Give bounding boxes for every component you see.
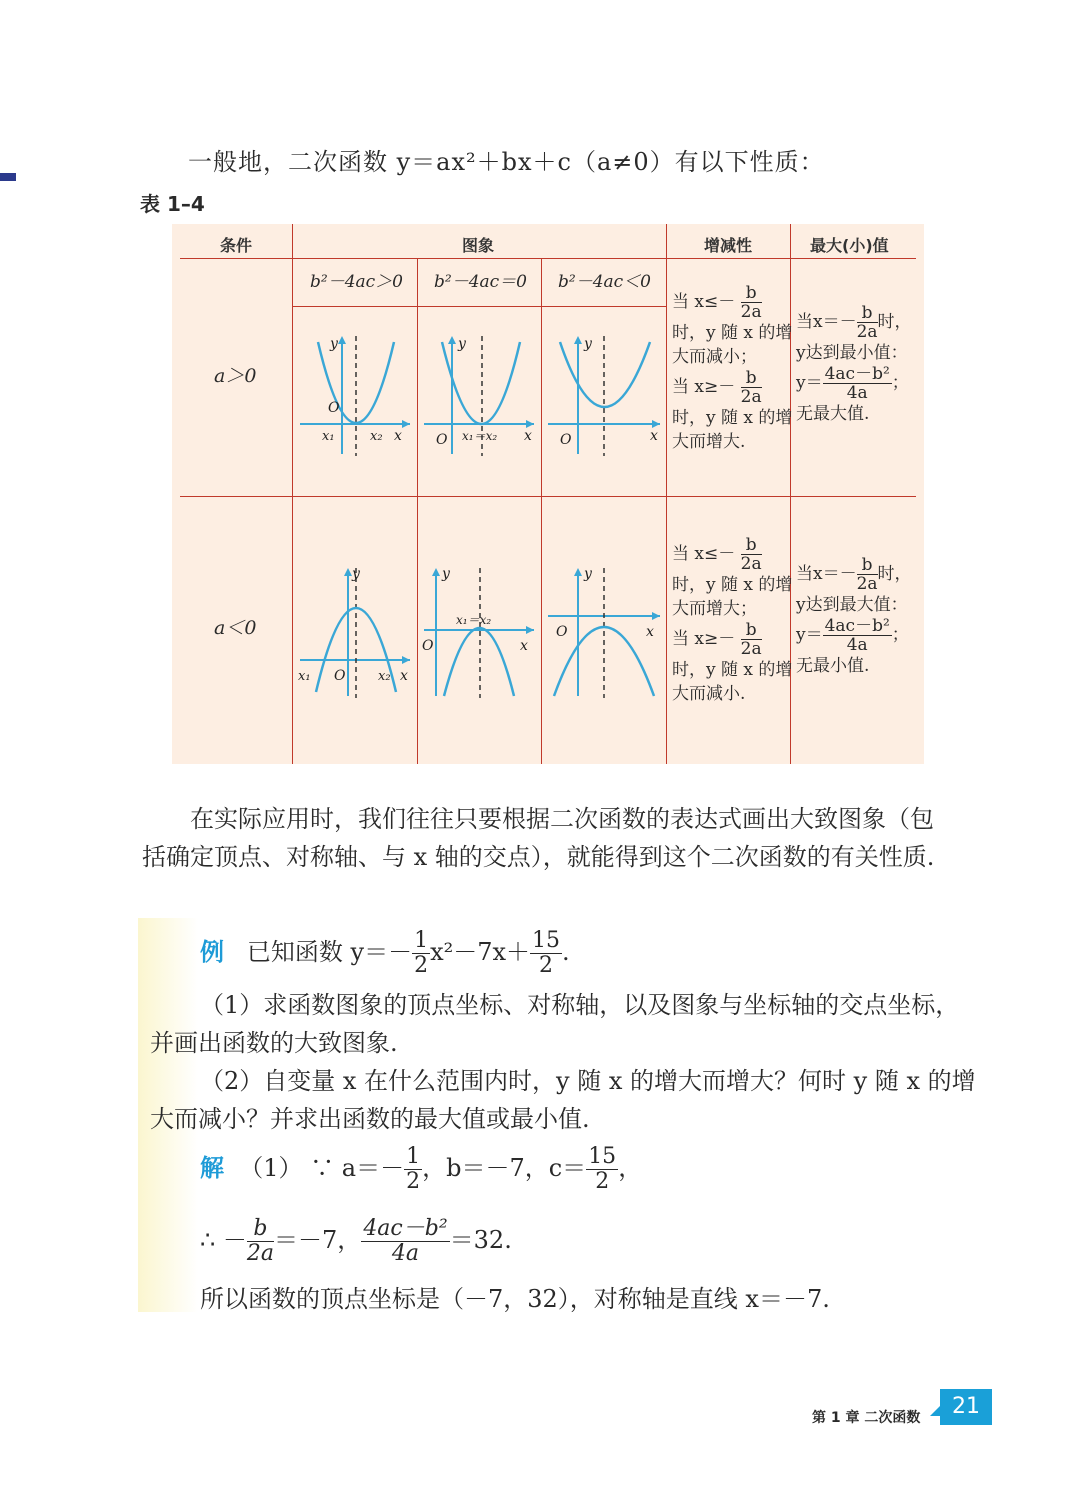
axis-x-label: x: [394, 428, 402, 444]
paragraph-line-1: 在实际应用时，我们往往只要根据二次函数的表达式画出大致图象（包: [190, 805, 934, 833]
origin-label: O: [560, 432, 572, 448]
solution-line-2: ∴ － $\frac{b}{2a}$ ＝－7， $\frac{\text{4ac－b²}}{4a}$ ＝32.: [200, 1216, 512, 1266]
axis-y-label: y: [458, 336, 466, 352]
question-2-line-2: 大而减小？并求出函数的最大值或最小值.: [150, 1105, 590, 1133]
double-root-label: x₁＝x₂: [462, 429, 498, 443]
axis-y-label: y: [330, 336, 338, 352]
axis-x-label: x: [524, 428, 532, 444]
origin-label: O: [556, 624, 568, 640]
origin-label: O: [328, 400, 340, 416]
origin-label: O: [436, 432, 448, 448]
header-extreme: 最大(小)值: [810, 236, 889, 255]
page-number: 21: [940, 1389, 992, 1425]
graph-downward-two-roots: [298, 564, 412, 698]
graph-upward-two-roots: [298, 332, 412, 456]
intro-text: 一般地，二次函数 y＝ax²＋bx＋c（a≠0）有以下性质：: [188, 148, 825, 176]
condition-a-positive: a＞0: [214, 365, 257, 387]
axis-x-label: x: [646, 624, 654, 640]
example-given: 例 已知函数 y＝－ $\frac{1}{2}$ x²－7x＋ $\frac{15}{2}$ .: [200, 928, 570, 978]
properties-table: [172, 224, 924, 764]
header-graph: 图象: [462, 236, 495, 255]
subheader-zero-discriminant: b²－4ac＝0: [434, 272, 527, 292]
origin-label: O: [422, 638, 434, 654]
solution-line-1: 解 （1） ∵ a＝－ $\frac{1}{2}$ ，b＝－7，c＝ $\frac{15}{2}$ ，: [200, 1144, 643, 1194]
paragraph-line-2: 括确定顶点、对称轴、与 x 轴的交点），就能得到这个二次函数的有关性质.: [142, 843, 935, 871]
graph-downward-one-root: [422, 564, 536, 698]
table-label: 表 1–4: [140, 192, 205, 216]
axis-x-label: x: [520, 638, 528, 654]
question-1-line-1: （1）求函数图象的顶点坐标、对称轴，以及图象与坐标轴的交点坐标，: [200, 991, 960, 1019]
axis-y-label: y: [352, 566, 360, 582]
solution-line-3: 所以函数的顶点坐标是（－7，32），对称轴是直线 x＝－7.: [200, 1285, 830, 1313]
extreme-a-pos: 当x＝－ $\frac{b}{2a}$ 时， y达到最小值： y＝ $\frac{\text{4ac－b²}}{4a}$ ； 无最大值.: [796, 303, 912, 424]
graph-upward-one-root: [422, 332, 536, 456]
solution-tag: 解: [200, 1153, 224, 1182]
graph-downward-no-root: [546, 564, 662, 698]
origin-label: O: [334, 668, 346, 684]
root-x2-label: x₂: [370, 429, 383, 444]
root-x1-label: x₁: [298, 669, 311, 684]
extreme-a-neg: 当x＝－ $\frac{b}{2a}$ 时， y达到最大值： y＝ $\frac{\text{4ac－b²}}{4a}$ ； 无最小值.: [796, 555, 912, 676]
axis-y-label: y: [584, 336, 592, 352]
double-root-label: x₁＝x₂: [456, 613, 492, 627]
question-2-line-1: （2）自变量 x 在什么范围内时，y 随 x 的增大而增大？何时 y 随 x 的增: [200, 1067, 976, 1095]
graph-upward-no-root: [546, 332, 662, 456]
condition-a-negative: a＜0: [214, 617, 257, 639]
example-tag: 例: [200, 937, 224, 966]
root-x1-label: x₁: [322, 429, 335, 444]
mono-a-neg: 当 x≤－ $\frac{b}{2a}$ 时，y 随 x 的增 大而增大； 当 x≥－ $\frac{b}{2a}$ 时，y 随 x 的增 大而减小.: [672, 535, 793, 704]
side-marker: [0, 173, 16, 181]
axis-x-label: x: [650, 428, 658, 444]
axis-y-label: y: [442, 566, 450, 582]
subheader-positive-discriminant: b²－4ac＞0: [310, 272, 403, 292]
header-condition: 条件: [220, 236, 253, 255]
header-monotonic: 增减性: [704, 236, 753, 255]
subheader-negative-discriminant: b²－4ac＜0: [558, 272, 651, 292]
question-1-line-2: 并画出函数的大致图象.: [150, 1029, 398, 1057]
chapter-footer: 第 1 章 二次函数: [812, 1410, 921, 1426]
root-x2-label: x₂: [378, 669, 391, 684]
mono-a-pos: 当 x≤－ $\frac{b}{2a}$ 时，y 随 x 的增 大而减小； 当 x≥－ $\frac{b}{2a}$ 时，y 随 x 的增 大而增大.: [672, 283, 793, 452]
axis-x-label: x: [400, 668, 408, 684]
axis-y-label: y: [584, 566, 592, 582]
